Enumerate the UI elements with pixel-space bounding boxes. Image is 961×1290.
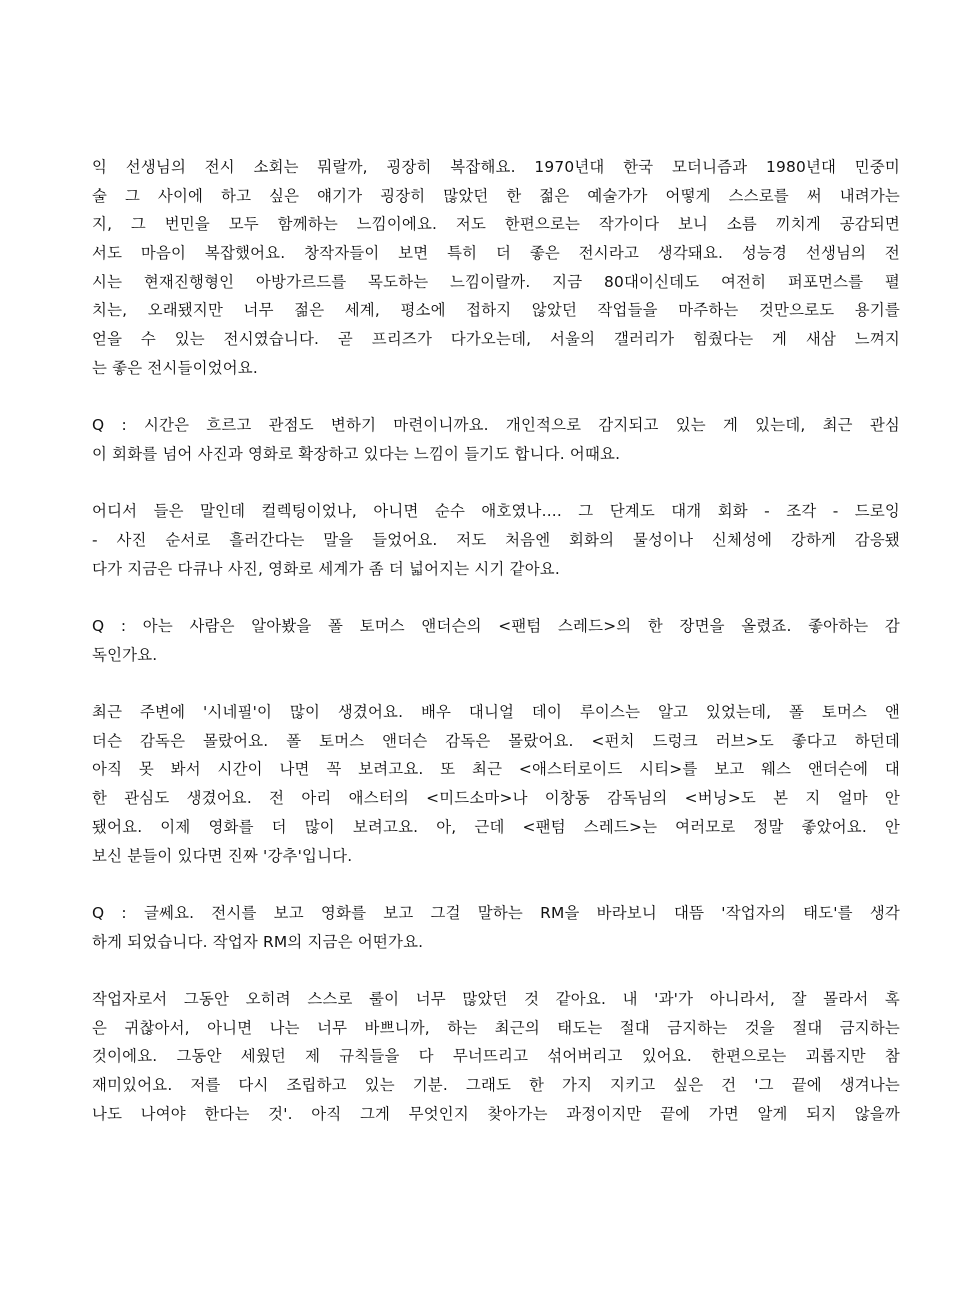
text-line: 어디서 들은 말인데 컬렉팅이었나, 아니면 순수 애호였나.... 그 단계도 대개 회화 - 조각 - 드로잉 [92, 502, 900, 521]
text-line: 다가 지금은 다큐나 사진, 영화로 세계가 좀 더 넓어지는 시기 같아요. [92, 559, 560, 578]
text-line: 하게 되었습니다. 작업자 RM의 지금은 어떤가요. [92, 932, 424, 951]
text-line: 지, 그 번민을 모두 함께하는 느낌이에요. 저도 한편으로는 작가이다 보니 소름 끼치게 공감되면 [92, 215, 900, 234]
paragraph-spacer [92, 383, 900, 412]
text-line: Q : 아는 사람은 알아봤을 폴 토머스 앤더슨의 <팬텀 스레드>의 한 장면을 올렸죠. 좋아하는 감 [92, 617, 900, 635]
article-body [92, 153, 900, 1128]
paragraph-spacer [92, 870, 900, 899]
text-line: 됐어요. 이제 영화를 더 많이 보려고요. 아, 근데 <팬텀 스레드>는 여러모로 정말 좋았어요. 안 [92, 817, 900, 836]
text-line: 재미있어요. 저를 다시 조립하고 있는 기분. 그래도 한 가지 지키고 싶은 건 '그 끝에 생겨나는 [92, 1076, 900, 1094]
answer-paragraph-4 [92, 985, 900, 1128]
text-line: 은 귀찮아서, 아니면 나는 너무 바쁘니까, 하는 최근의 태도는 절대 금지하는 것을 절대 금지하는 [92, 1018, 900, 1037]
text-line: 이 회화를 넘어 사진과 영화로 확장하고 있다는 느낌이 들기도 합니다. 어때요. [92, 444, 621, 463]
text-line: 한 관심도 생겼어요. 전 아리 애스터의 <미드소마>나 이창동 감독님의 <버닝>도 본 지 얼마 안 [92, 789, 900, 808]
text-line: 최근 주변에 '시네필'이 많이 생겼어요. 배우 대니얼 데이 루이스는 알고 있었는데, 폴 토머스 앤 [92, 703, 900, 722]
text-line: 것이에요. 그동안 세웠던 제 규칙들을 다 무너뜨리고 섞어버리고 있어요. 한편으로는 괴롭지만 참 [92, 1047, 900, 1066]
text-line: 시는 현재진행형인 아방가르드를 목도하는 느낌이랄까. 지금 80대이신데도 여전히 퍼포먼스를 펼 [92, 272, 900, 291]
text-line: 술 그 사이에 하고 싶은 얘기가 굉장히 많았던 한 젊은 예술가가 어떻게 스스로를 써 내려가는 [92, 186, 900, 205]
text-line: - 사진 순서로 흘러간다는 말을 들었어요. 저도 처음엔 회화의 물성이나 신체성에 강하게 감응됐 [92, 530, 900, 549]
text-line: 서도 마음이 복잡했어요. 창작자들이 보면 특히 더 좋은 전시라고 생각돼요. 성능경 선생님의 전 [92, 244, 900, 263]
question-paragraph-3 [92, 899, 900, 956]
text-line: 보신 분들이 있다면 진짜 '강추'입니다. [92, 846, 353, 865]
text-line: Q : 글쎄요. 전시를 보고 영화를 보고 그걸 말하는 RM을 바라보니 대뜸 '작업자의 태도'를 생각 [92, 903, 900, 922]
paragraph-spacer [92, 669, 900, 698]
text-line: 얻을 수 있는 전시였습니다. 곧 프리즈가 다가오는데, 서울의 갤러리가 힘줬다는 게 새삼 느껴지 [92, 330, 900, 349]
text-line: 독인가요. [92, 645, 158, 664]
paragraph-spacer [92, 469, 900, 498]
paragraph-spacer [92, 956, 900, 985]
text-line: 치는, 오래됐지만 너무 젊은 세계, 평소에 접하지 않았던 작업들을 마주하는 것만으로도 용기를 [92, 301, 900, 320]
question-paragraph-1 [92, 411, 900, 468]
text-line: 더슨 감독은 몰랐어요. 폴 토머스 앤더슨 감독은 몰랐어요. <펀치 드렁크 러브>도 좋다고 하던데 [92, 731, 900, 750]
question-paragraph-2 [92, 612, 900, 669]
text-line: Q : 시간은 흐르고 관점도 변하기 마련이니까요. 개인적으로 감지되고 있는 게 있는데, 최근 관심 [92, 416, 900, 435]
answer-paragraph-2 [92, 497, 900, 583]
text-line: 나도 나여야 한다는 것'. 아직 그게 무엇인지 찾아가는 과정이지만 끝에 가면 알게 되지 않을까 [92, 1104, 900, 1123]
text-line: 는 좋은 전시들이었어요. [92, 358, 258, 377]
answer-paragraph-3 [92, 698, 900, 870]
paragraph-spacer [92, 583, 900, 612]
text-line: 익 선생님의 전시 소회는 뭐랄까, 굉장히 복잡해요. 1970년대 한국 모더니즘과 1980년대 민중미 [92, 158, 900, 176]
text-line: 아직 못 봐서 시간이 나면 꼭 보려고요. 또 최근 <애스터로이드 시티>를 보고 웨스 앤더슨에 대 [92, 760, 900, 779]
answer-paragraph-1 [92, 153, 900, 383]
text-line: 작업자로서 그동안 오히려 스스로 룰이 너무 많았던 것 같아요. 내 '과'가 아니라서, 잘 몰라서 혹 [92, 989, 900, 1008]
